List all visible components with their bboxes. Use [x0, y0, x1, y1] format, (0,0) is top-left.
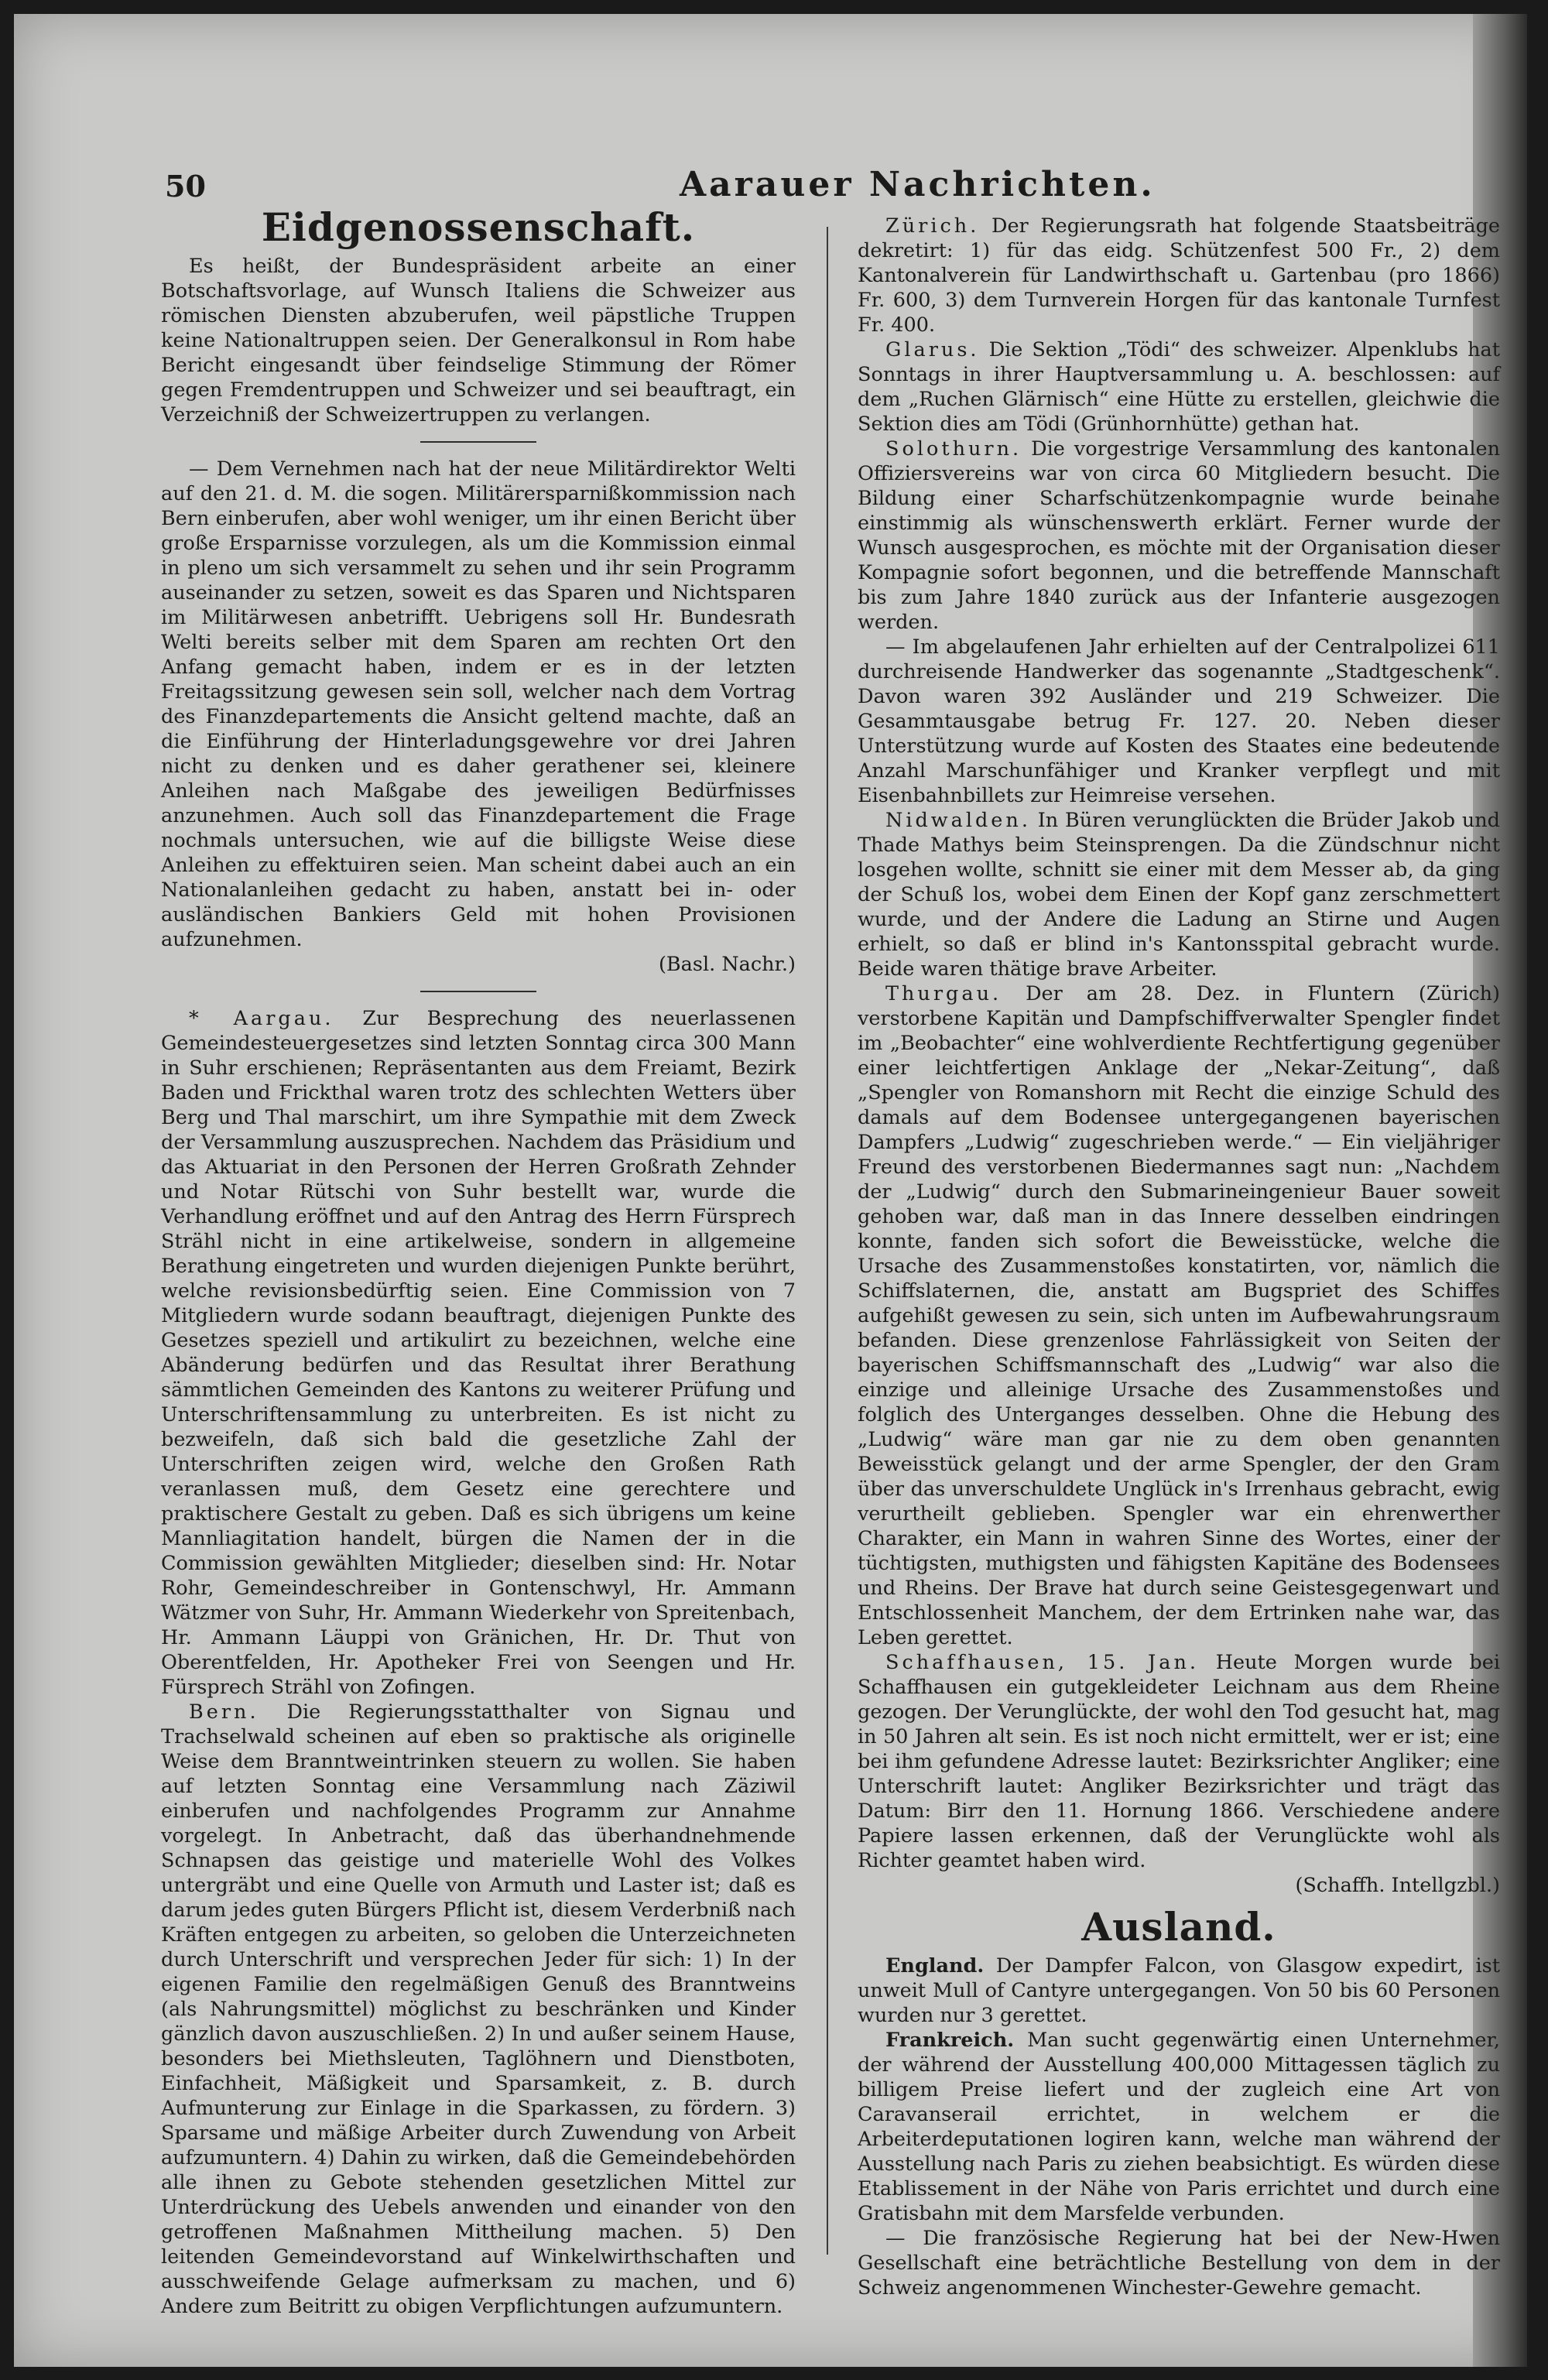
left-column [161, 204, 796, 2319]
section-title-ausland: Ausland. [1081, 1904, 1276, 1950]
article-text: Heute Morgen wurde bei Schaffhausen ein gutgekleideter Leichnam aus dem Rheine gezogen. Der Verunglückte, der wohl den Tod gesucht hat, mag in 50 Jahren alt sein. Es ist noch nicht ermittelt, wer er ist; eine bei ihm gefundene Adresse lautet: Bezirksrichter Angliker; eine Unterschrift lautet: Angliker Bezirksrichter und trägt das Datum: Birr den 11. Hornung 1866. Verschiedene andere Papiere lassen erkennen, daß der Verunglückte wohl als Richter geamtet haben wird. [858, 1651, 1500, 1872]
article-text: Der am 28. Dez. in Fluntern (Zürich) verstorbene Kapitän und Dampfschiffverwalter Spengler findet im „Beobachter“ eine wohlverdiente Rechtfertigung gegenüber einer leichtfertigen Anklage der „Nekar-Zeitung“, daß „Spengler von Romanshorn mit Recht die einzige Schuld des damals auf dem Bodensee untergegangenen bayerischen Dampfers „Ludwig“ zugeschrieben werde.“ — Ein vieljähriger Freund des verstorbenen Biedermannes sagt nun: „Nachdem der „Ludwig“ durch den Submarineingenieur Bauer soweit gehoben war, daß man in das Innere desselben eindringen konnte, fanden sich sofort die Beweisstücke, welche die Ursache des Zusammenstoßes konstatirten, vor, nämlich die Schiffslaternen, die, anstatt am Bugspriet des Schiffes aufgehißt gewesen zu sein, sich unten im Aufbewahrungsraum befanden. Diese grenzenlose Fahrlässigkeit von Seiten der bayerischen Schiffsmannschaft des „Ludwig“ war also die einzige und alleinige Ursache des Zusammenstoßes und folglich des Unterganges desselben. Ohne die Hebung des „Ludwig“ wäre man gar nie zu dem oben genannten Beweisstück gelangt und der arme Spengler, der den Gram über das unverschuldete Unglück in's Irrenhaus gebracht, ewig verurtheilt geblieben. Spengler war ein ehrenwerther Charakter, ein Mann in wahren Sinne des Wortes, einer der tüchtigsten, muthigsten und fähigsten Kapitäne des Bodensees und Rheins. Der Brave hat durch seine Geistesgegenwart und Entschlossenheit Manchem, der dem Ertrinken nahe war, das Leben gerettet. [858, 982, 1501, 1649]
article-dateline: Solothurn. [885, 437, 1022, 461]
column-divider [827, 227, 828, 2255]
article-dateline: Frankreich. [885, 2029, 1015, 2052]
right-column [858, 214, 1500, 2300]
article-dateline: Thurgau. [885, 982, 1002, 1005]
article-aargau [161, 1006, 796, 1700]
article-schaffhausen [858, 1650, 1500, 1898]
article-bern [161, 1700, 796, 2319]
article-text: — Dem Vernehmen nach hat der neue Militärdirektor Welti auf den 21. d. M. die sogen. Militärersparnißkommission nach Bern einberufen, aber wohl weniger, um ihr einen Bericht über große Ersparnisse vorzulegen, als um die Kommission einmal in pleno um sich versammelt zu sehen und ihr sein Programm auseinander zu setzen, soweit es das Sparen und Nichtsparen im Militärwesen anbetrifft. Uebrigens soll Hr. Bundesrath Welti bereits selber mit dem Sparen am rechten Ort den Anfang gemacht haben, indem er es in der letzten Freitagssitzung gewesen sein soll, welcher nach dem Vortrag des Finanzdepartements die Ansicht geltend machte, daß an die Einführung der Hinterladungsgewehre vor drei Jahren nicht zu denken und es daher gerathener sei, kleinere Anleihen nach Maßgabe des jeweiligen Bedürfnisses anzunehmen. Auch soll das Finanzdepartement die Frage nochmals untersuchen, wie auf die billigste Weise diese Anleihen zu effektuiren seien. Man scheint dabei auch an ein Nationalanleihen gedacht zu haben, anstatt bei in- oder ausländischen Bankiers Geld mit hohen Provisionen aufzunehmen. [161, 457, 796, 951]
newspaper-page [14, 14, 1527, 2367]
article-dateline: Schaffhausen, 15. Jan. [885, 1651, 1200, 1674]
article-zuerich [858, 214, 1500, 337]
article-text: In Büren verunglückten die Brüder Jakob und Thade Mathys beim Steinsprengen. Da die Zündschnur nicht losgehen wollte, schnitt sie einer mit dem Messer ab, da ging der Schuß los, wobei dem Einen der Kopf ganz zerschmettert wurde, und der Andere die Ladung an Stirne und Augen erhielt, so daß er blind in's Kantonsspital gebracht wurde. Beide waren thätige brave Arbeiter. [858, 809, 1500, 981]
article-source: (Schaffh. Intellgzbl.) [1295, 1874, 1500, 1897]
article-frankreich [858, 2028, 1500, 2226]
article-glarus [858, 337, 1500, 437]
article-thurgau [858, 981, 1500, 1650]
article-text: — Im abgelaufenen Jahr erhielten auf der Centralpolizei 611 durchreisende Handwerker das sogenannte „Stadtgeschenk“. Davon waren 392 Ausländer und 219 Schweizer. Die Gesammtausgabe betrug Fr. 127. 20. Neben dieser Unterstützung wurde auf Kosten des Staates eine bedeutende Anzahl Marschunfähiger und Kranker verpflegt und mit Eisenbahnbillets zur Heimreise versehen. [858, 635, 1500, 807]
article-text: Die vorgestrige Versammlung des kantonalen Offiziersvereins war von circa 60 Mitgliedern besucht. Die Bildung einer Scharfschützenkompagnie wurde beinahe einstimmig als wünschenswerth erklärt. Ferner wurde der Wunsch ausgesprochen, es möchte mit der Organisation dieser Kompagnie sofort begonnen, und die betreffende Mannschaft bis zum Jahre 1840 zurück aus der Infanterie ausgezogen werden. [858, 437, 1501, 634]
article-text: Der Regierungsrath hat folgende Staatsbeiträge dekretirt: 1) für das eidg. Schützenfest 500 Fr., 2) dem Kantonalverein für Landwirthschaft u. Gartenbau (pro 1866) Fr. 600, 3) dem Turnverein Horgen für das kantonale Turnfest Fr. 400. [858, 214, 1501, 337]
article-dateline: England. [885, 1954, 985, 1978]
article-text: Der Dampfer Falcon, von Glasgow expedirt, ist unweit Mull of Cantyre untergegangen. Von 50 bis 60 Personen wurden nur 3 gerettet. [858, 1954, 1501, 2027]
article-frankreich-winchester [858, 2226, 1500, 2300]
article-solothurn [858, 437, 1500, 635]
article-dateline: * Aargau. [189, 1007, 334, 1030]
article-text: — Die französische Regierung hat bei der New-Hwen Gesellschaft eine beträchtliche Bestellung von dem in der Schweiz angenommenen Winchester-Gewehre gemacht. [858, 2227, 1500, 2300]
article-nidwalden [858, 808, 1500, 981]
article-dateline: Nidwalden. [885, 809, 1031, 832]
article-england [858, 1954, 1500, 2028]
separator-rule [420, 441, 536, 443]
article-source: (Basl. Nachr.) [658, 953, 796, 976]
article-dateline: Bern. [189, 1700, 259, 1724]
article-text: Die Sektion „Tödi“ des schweizer. Alpenklubs hat Sonntags in ihrer Hauptversammlung u. A. beschlossen: auf dem „Ruchen Glärnisch“ eine Hütte zu erstellen, gleichwie die Sektion dies am Tödi (Grünhornhütte) gethan hat. [858, 338, 1500, 436]
article-bundesrat-botschaft [161, 254, 796, 427]
article-text: Zur Besprechung des neuerlassenen Gemeindesteuergesetzes sind letzten Sonntag circa 300 Mann in Suhr erschienen; Repräsentanten aus dem Freiamt, Bezirk Baden und Frickthal waren trotz des schlechten Wetters über Berg und Thal marschirt, um ihre Sympathie mit dem Zweck der Versammlung auszusprechen. Nachdem das Präsidium und das Aktuariat in den Personen der Herren Großrath Zehnder und Notar Rütschi von Suhr bestellt war, wurde die Verhandlung eröffnet und auf den Antrag des Herrn Fürsprech Strähl nicht in eine artikelweise, sondern in allgemeine Berathung eingetreten und wurden diejenigen Punkte berührt, welche revisionsbedürftig seien. Eine Commission von 7 Mitgliedern wurde sodann beauftragt, diejenigen Punkte des Gesetzes speziell und artikulirt zu bezeichnen, welche eine Abänderung bedürfen und das Resultat ihrer Berathung sämmtlichen Gemeinden des Kantons zu weiterer Prüfung und Unterschriftensammlung zu unterbreiten. Es ist nicht zu bezweifeln, daß sich bald die gesetzliche Zahl der Unterschriften zeigen wird, welche den Großen Rath veranlassen muß, dem Gesetz eine gerechtere und praktischere Gestalt zu geben. Daß es sich übrigens um keine Mannliagitation handelt, bürgen die Namen der in die Commission gewählten Mitglieder; dieselben sind: Hr. Notar Rohr, Gemeindeschreiber in Gontenschwyl, Hr. Ammann Wätzmer von Suhr, Hr. Ammann Wiederkehr von Spreitenbach, Hr. Ammann Läuppi von Gränichen, Hr. Dr. Thut von Oberentfelden, Hr. Apotheker Frei von Seengen und Hr. Fürsprech Strähl von Zofingen. [161, 1007, 796, 1699]
article-solothurn-centralpolizei [858, 635, 1500, 808]
article-militaerersparniss [161, 457, 796, 977]
separator-rule [420, 991, 536, 992]
newspaper-title: Aarauer Nachrichten. [680, 165, 1156, 204]
article-dateline: Glarus. [885, 338, 980, 361]
article-text: Es heißt, der Bundespräsident arbeite an einer Botschaftsvorlage, auf Wunsch Italiens die Schweizer aus römischen Diensten abzuberufen, weil päpstliche Truppen keine Nationaltruppen seien. Der Generalkonsul in Rom habe Bericht eingesandt über feindselige Stimmung der Römer gegen Fremdentruppen und Schweizer und sei beauftragt, ein Verzeichniß der Schweizertruppen zu verlangen. [161, 255, 796, 426]
page-number: 50 [165, 169, 206, 204]
article-text: Man sucht gegenwärtig einen Unternehmer, der während der Ausstellung 400,000 Mittagessen täglich zu billigem Preise liefert und der zugleich eine Art von Caravanserail errichtet, in welchem er die Arbeiterdeputationen logiren kann, welche man während der Ausstellung nach Paris zu ziehen beabsichtigt. Es würden diese Etablissement in der Nähe von Paris errichtet und durch eine Gratisbahn mit dem Marsfelde verbunden. [858, 2029, 1500, 2225]
section-title-eidgenossenschaft: Eidgenossenschaft. [261, 204, 696, 250]
article-dateline: Zürich. [885, 214, 980, 238]
article-text: Die Regierungsstatthalter von Signau und Trachselwald scheinen auf eben so praktische als originelle Weise dem Branntweintrinken steuern zu wollen. Sie haben auf letzten Sonntag eine Versammlung nach Zäziwil einberufen und nachfolgendes Programm zur Annahme vorgelegt. In Anbetracht, daß das überhandnehmende Schnapsen das geistige und materielle Wohl des Volkes untergräbt und eine Quelle von Armuth und Laster ist; daß es darum jedes guten Bürgers Pflicht ist, diesem Verderbniß nach Kräften entgegen zu arbeiten, so geloben die Unterzeichneten durch Unterschrift und versprechen Jeder für sich: 1) In der eigenen Familie den regelmäßigen Genuß des Branntweins (als Nahrungsmittel) möglichst zu beschränken und Kinder gänzlich davon auszuschließen. 2) In und außer seinem Hause, besonders bei Miethsleuten, Taglöhnern und Dienstboten, Einfachheit, Mäßigkeit und Sparsamkeit, z. B. durch Aufmunterung zur Einlage in die Sparkassen, zu fördern. 3) Sparsame und mäßige Arbeiter durch Zuwendung von Arbeit aufzumuntern. 4) Dahin zu wirken, daß die Gemeindebehörden alle ihnen zu Gebote stehenden gesetzlichen Mittel zur Unterdrückung des Uebels anwenden und einander von den getroffenen Maßnahmen Mittheilung machen. 5) Den leitenden Gemeindevorstand auf Winkelwirthschaften und ausschweifende Gelage aufmerksam zu machen, und 6) Andere zum Beitritt zu obigen Verpflichtungen aufzumuntern. [161, 1700, 796, 2318]
